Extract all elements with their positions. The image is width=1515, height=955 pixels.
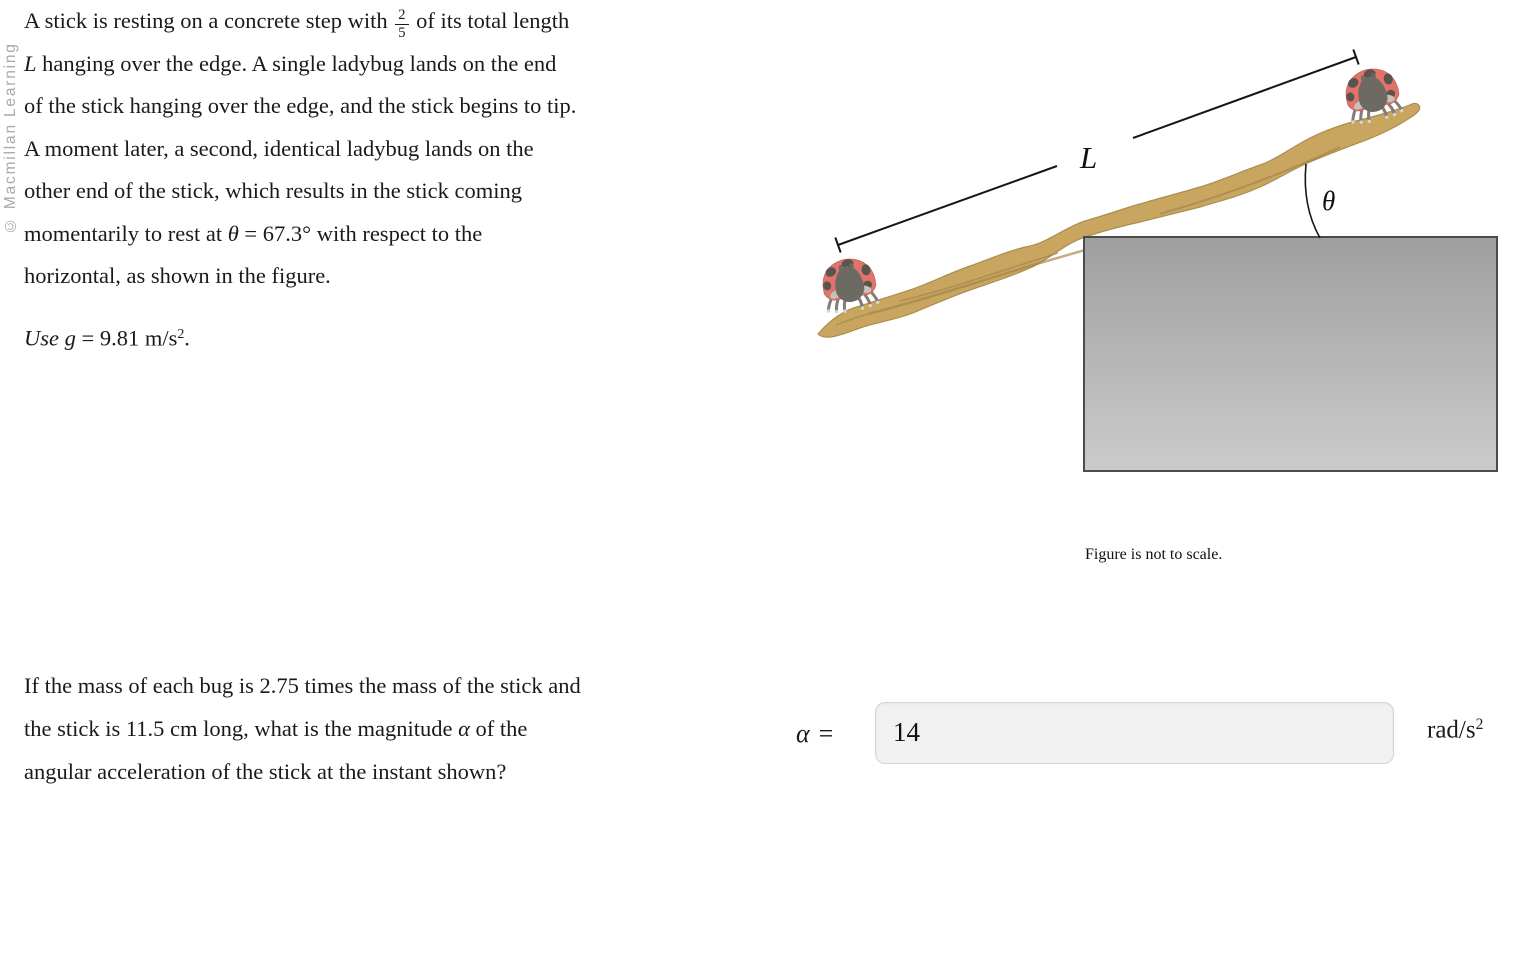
problem-line-1 — [24, 0, 754, 43]
macmillan-watermark: © Macmillan Learning — [2, 42, 19, 234]
fraction-numerator: 2 — [395, 8, 408, 25]
angle-arc — [1305, 164, 1320, 238]
question-text — [24, 664, 794, 793]
concrete-step — [1084, 237, 1497, 471]
problem-text: hanging over the edge. A single ladybug lands on the end — [36, 50, 557, 76]
problem-statement — [24, 0, 754, 360]
question-text: of the — [469, 716, 528, 741]
variable-theta: θ — [227, 220, 239, 246]
answer-variable-label — [796, 719, 833, 749]
fraction-denominator: 5 — [398, 24, 406, 41]
use-g-value: = 9.81 m/s — [75, 325, 178, 351]
fraction-two-fifths — [395, 8, 408, 41]
answer-input[interactable] — [875, 702, 1394, 764]
use-g-italic: Use g — [24, 325, 76, 351]
answer-unit — [1427, 716, 1483, 745]
problem-line-7: horizontal, as shown in the figure. — [24, 263, 331, 288]
problem-line-6 — [24, 213, 754, 256]
use-g-exponent: 2 — [177, 326, 185, 342]
problem-line-2 — [24, 43, 754, 86]
angle-label: θ — [1322, 186, 1336, 216]
unit-exponent: 2 — [1475, 716, 1484, 733]
problem-line-4: A moment later, a second, identical ladybug lands on the — [24, 135, 534, 161]
equals-sign: = — [818, 719, 834, 748]
ladybug-left — [819, 255, 881, 316]
problem-line-5: other end of the stick, which results in the stick coming — [24, 178, 523, 203]
use-g-line — [24, 314, 754, 360]
problem-text: = 67.3° with respect to the — [238, 220, 483, 246]
problem-line-3: of the stick hanging over the edge, and the stick begins to tip. — [24, 93, 577, 118]
length-label: L — [1080, 140, 1098, 175]
alpha-symbol: α — [796, 719, 810, 748]
question-line-2 — [24, 707, 794, 750]
unit-base: rad/s — [1427, 716, 1476, 744]
question-line-3: angular acceleration of the stick at the instant shown? — [24, 759, 507, 784]
figure-caption: Figure is not to scale. — [1085, 546, 1223, 563]
variable-L: L — [24, 50, 37, 76]
use-g-period: . — [184, 325, 190, 351]
variable-alpha: α — [458, 716, 470, 741]
problem-text: momentarily to rest at — [24, 220, 228, 246]
question-text: the stick is 11.5 cm long, what is the magnitude — [24, 716, 459, 741]
problem-text: A stick is resting on a concrete step with — [24, 8, 394, 33]
problem-text: of its total length — [410, 8, 570, 33]
stick-ladybug-figure — [760, 20, 1515, 580]
question-line-1: If the mass of each bug is 2.75 times the mass of the stick and — [24, 673, 581, 698]
